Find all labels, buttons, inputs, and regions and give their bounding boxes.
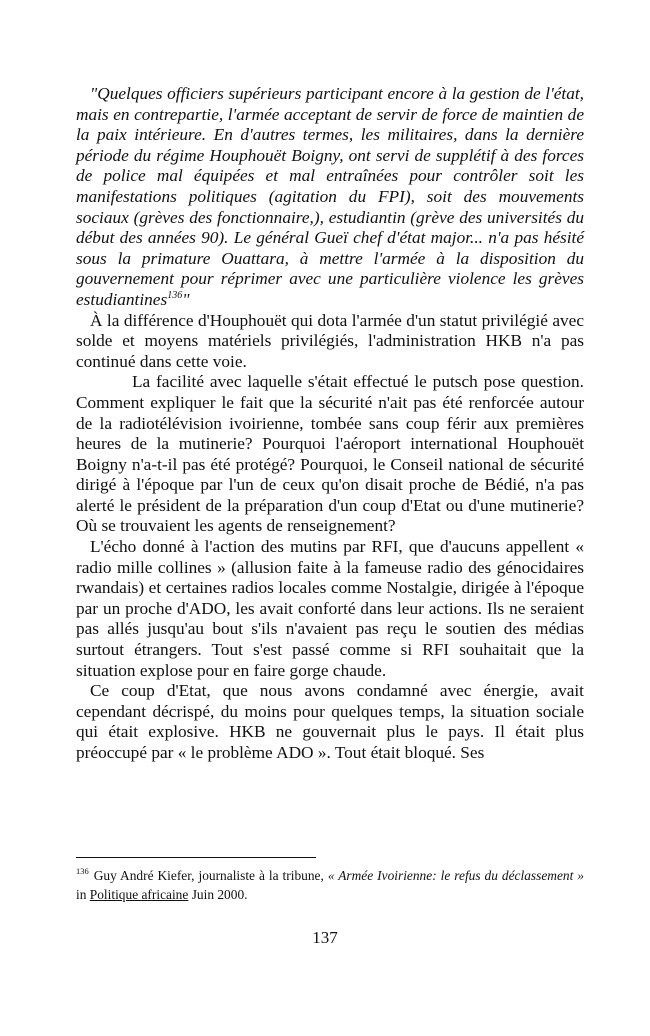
page-number: 137 <box>312 928 338 947</box>
paragraph: L'écho donné à l'action des mutins par RFI, que d'aucuns appellent « radio mille collines » (allusion faite à la fameuse radio des génocidaires rwandais) et certaines radios locales comme Nostalgie, dirigée à l'époque par un proche d'ADO, les avait conforté dans leur actions. Ils ne seraient pas allés jusqu'au bout s'ils n'avaient pas reçu le soutien des médias surtout étrangers. Tout s'est passé comme si RFI souhaitait que la situation explose pour en faire gorge chaude. <box>76 537 584 680</box>
footnote-date: Juin 2000. <box>191 887 248 902</box>
block-quote <box>76 84 584 311</box>
footnote-author: Guy André Kiefer, journaliste à la tribune, <box>93 868 324 883</box>
footnote-title: « Armée Ivoirienne: le refus du déclassement » <box>327 868 584 883</box>
body-text <box>76 84 584 764</box>
paragraph: La facilité avec laquelle s'était effectué le putsch pose question. Comment expliquer le fait que la sécurité n'ait pas été renforcée autour de la radiotélévision ivoirienne, tombée sans coup férir aux premières heures de la mutinerie? Pourquoi l'aéroport international Houphouët Boigny n'a-t-il pas été protégé? Pourquoi, le Conseil national de sécurité dirigé à l'époque par l'un de ceux qu'on disait proche de Bédié, n'a pas alerté le président de la préparation d'un coup d'Etat ou d'une mutinerie? Où se trouvaient les agents de renseignement? <box>76 372 584 536</box>
paragraph: À la différence d'Houphouët qui dota l'armée d'un statut privilégié avec solde et moyens matériels privilégiés, l'administration HKB n'a pas continué dans cette voie. <box>76 310 584 371</box>
footnote <box>76 866 584 904</box>
footnote-separator <box>76 857 316 858</box>
quote-closing-mark: " <box>182 289 190 309</box>
paragraph: Ce coup d'Etat, que nous avons condamné avec énergie, avait cependant décrispé, du moins pour quelques temps, la situation sociale qui était explosive. HKB ne gouvernait plus le pays. Il était plus préoccupé par « le problème ADO ». Tout était bloqué. Ses <box>76 681 584 762</box>
footnote-in: in <box>76 887 87 902</box>
footnote-number: 136 <box>76 866 89 876</box>
quote-text: "Quelques officiers supérieurs participant encore à la gestion de l'état, mais en contrepartie, l'armée acceptant de servir de force de maintien de la paix intérieure. En d'autres termes, les militaires, dans la dernière période du régime Houphouët Boigny, ont servi de supplétif à des forces de police mal équipées et mal entraînées pour contrôler soit les manifestations politiques (agitation du FPI), soit des mouvements sociaux (grèves des fonctionnaire,), estudiantin (grève des universités du début des années 90). Le général Gueï chef d'état major... n'a pas hésité sous la primature Ouattara, à mettre l'armée à la disposition du gouvernement pour réprimer avec une particulière violence les grèves estudiantines <box>76 84 584 309</box>
footnote-source: Politique africaine <box>89 887 189 902</box>
footnote-reference: 136 <box>167 289 183 301</box>
